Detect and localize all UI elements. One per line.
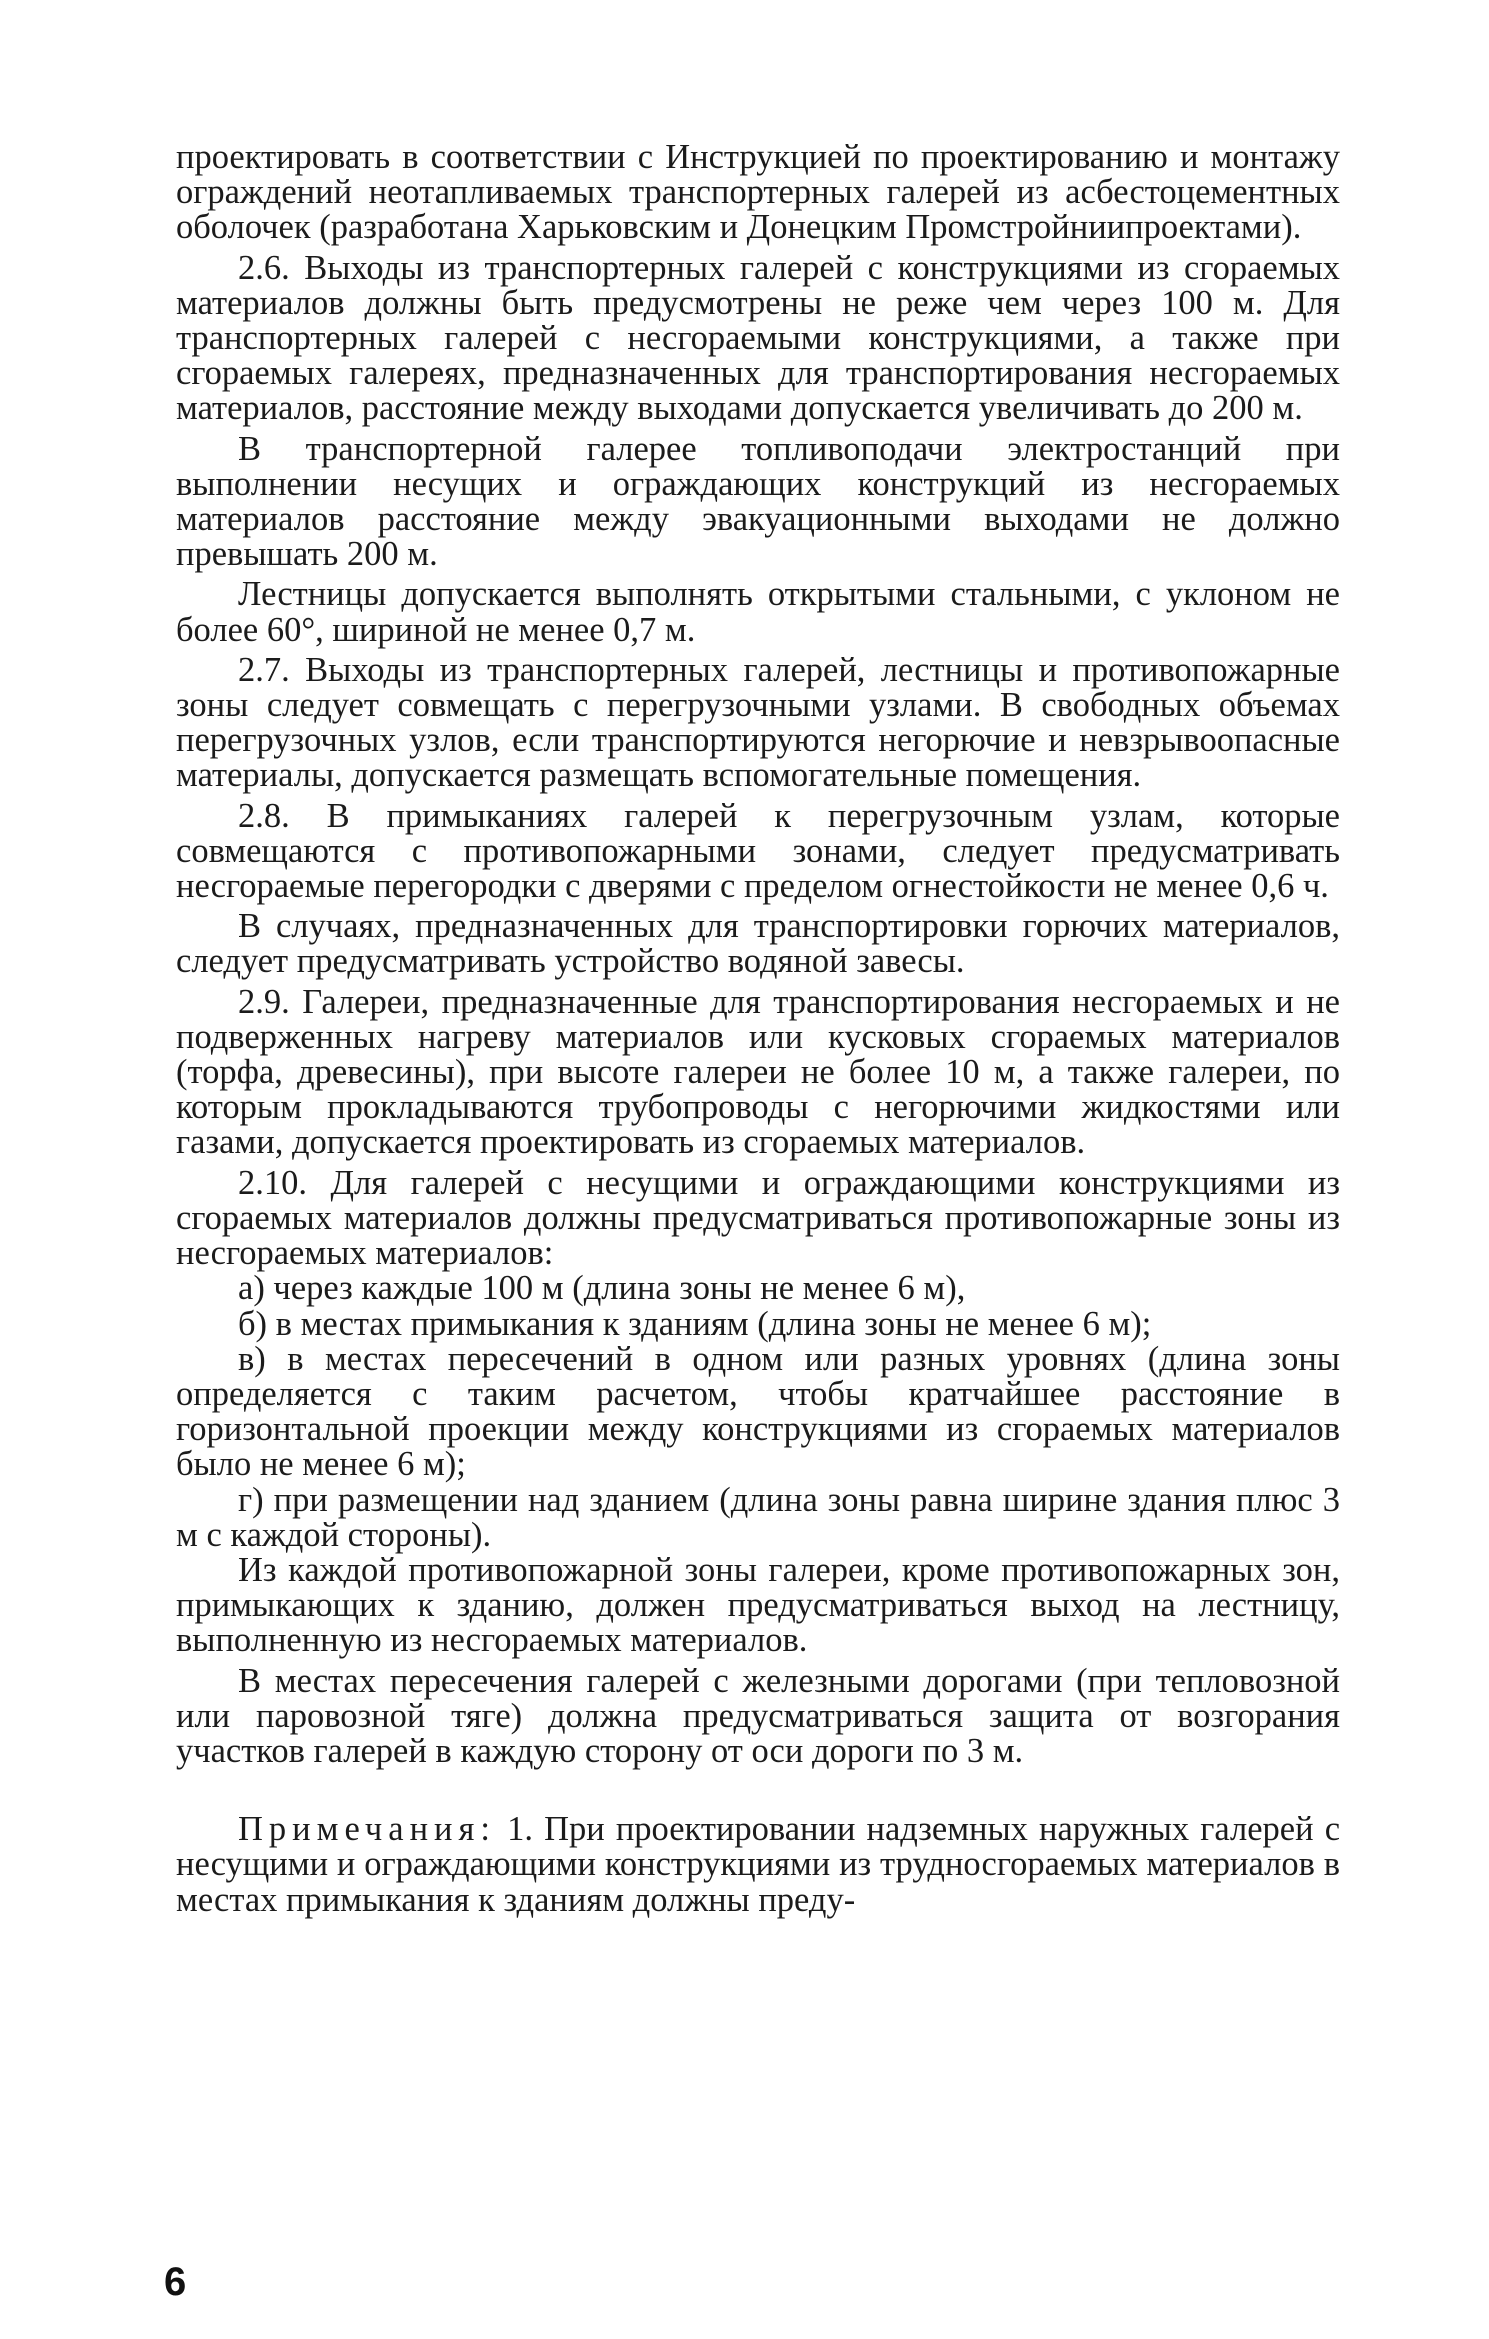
paragraph-2-9: 2.9. Галереи, предназначенные для транспортирования несгораемых и не подверженных нагреву материалов или кусковых сгораемых материалов (торфа, древесины), при высоте галереи не более 10 м, а также галереи, по которым прокладываются трубопроводы с негорючими жидкостями или газами, допускается проектировать из сгораемых материалов. xyxy=(176,982,1340,1162)
list-item-v: в) в местах пересечений в одном или разных уровнях (длина зоны определяется с таким расчетом, чтобы кратчайшее расстояние в горизонтальной проекции между конструкциями из сгораемых материалов было не менее 6 м); xyxy=(176,1339,1340,1484)
notes-paragraph xyxy=(176,1812,1340,1918)
list-item-a: а) через каждые 100 м (длина зоны не менее 6 м), xyxy=(238,1269,966,1308)
paragraph-2-8: 2.8. В примыканиях галерей к перегрузочным узлам, которые совмещаются с противопожарными зонами, следует предусматривать несгораемые перегородки с дверями с пределом огнестойкости не менее 0,6 ч. xyxy=(176,796,1340,906)
paragraph-railway-crossing: В местах пересечения галерей с железными дорогами (при тепловозной или паровозной тяге) должна предусматриваться защита от возгорания участков галерей в каждую сторону от оси дороги по 3 м. xyxy=(176,1661,1340,1770)
list-item-g: г) при размещении над зданием (длина зоны равна ширине здания плюс 3 м с каждой стороны). xyxy=(176,1480,1340,1554)
page-number: 6 xyxy=(164,2260,187,2304)
paragraph-fuel-supply-gallery: В транспортерной галерее топливоподачи электростанций при выполнении несущих и ограждающих конструкций из несгораемых материалов расстояние между эвакуационными выходами не должно превышать 200 м. xyxy=(176,429,1340,574)
paragraph-fire-zone-exit: Из каждой противопожарной зоны галереи, кроме противопожарных зон, примыкающих к зданию, должен предусматриваться выход на лестницу, выполненную из несгораемых материалов. xyxy=(176,1550,1340,1660)
page-body-text xyxy=(176,140,1340,1918)
paragraph-water-curtain: В случаях, предназначенных для транспортировки горючих материалов, следует предусматривать устройство водяной завесы. xyxy=(176,907,1340,981)
paragraph-intro-continuation: проектировать в соответствии с Инструкцией по проектированию и монтажу ограждений неотапливаемых транспортерных галерей из асбестоцементных оболочек (разработана Харьковским и Донецким Промстройниипроектами). xyxy=(176,138,1340,247)
paragraph-stairs: Лестницы допускается выполнять открытыми стальными, с уклоном не более 60°, шириной не менее 0,7 м. xyxy=(176,575,1340,649)
notes-text: 1. При проектировании надземных наружных галерей с несущими и ограждающими конструкциями из трудносгораемых материалов в местах примыкания к зданиям должны преду- xyxy=(176,1810,1341,1919)
paragraph-2-7: 2.7. Выходы из транспортерных галерей, лестницы и противопожарные зоны следует совмещать с перегрузочными узлами. В свободных объемах перегрузочных узлов, если транспортируются негорючие и невзрывоопасные материалы, допускается размещать вспомогательные помещения. xyxy=(176,650,1340,795)
paragraph-2-10: 2.10. Для галерей с несущими и ограждающими конструкциями из сгораемых материалов должны предусматриваться противопожарные зоны из несгораемых материалов: xyxy=(176,1163,1340,1273)
paragraph-2-6: 2.6. Выходы из транспортерных галерей с конструкциями из сгораемых материалов должны быть предусмотрены не реже чем через 100 м. Для транспортерных галерей с несгораемыми конструкциями, а также при сгораемых галереях, предназначенных для транспортирования несгораемых материалов, расстояние между выходами допускается увеличивать до 200 м. xyxy=(176,248,1340,428)
notes-label: Примечания: xyxy=(238,1810,496,1849)
list-item-b: б) в местах примыкания к зданиям (длина зоны не менее 6 м); xyxy=(238,1304,1152,1343)
